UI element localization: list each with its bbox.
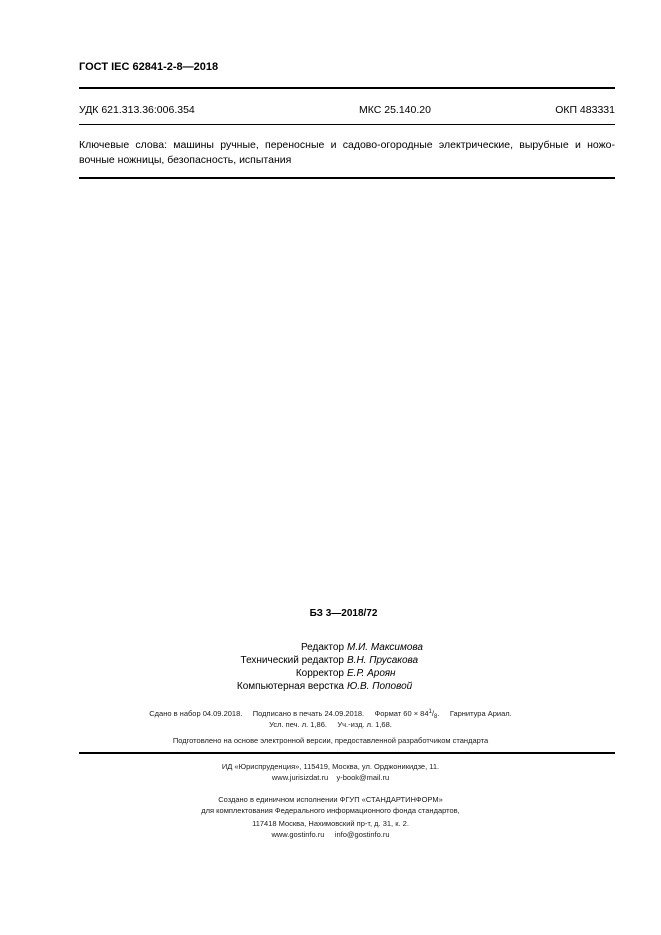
footer-rule bbox=[79, 752, 615, 754]
credit-label: Корректор bbox=[295, 668, 344, 679]
imprint-publ-sheets: Уч.-изд. л. 1,68. bbox=[337, 720, 392, 729]
credit-layout bbox=[0, 680, 661, 693]
keywords-line-2: вочные ножницы, безопасность, испытания bbox=[79, 154, 292, 166]
bz-number: БЗ 3—2018/72 bbox=[309, 608, 378, 619]
keywords-line-1: Ключевые слова: машины ручные, переносные и садово-огородные электрические, вырубные и ножо- bbox=[79, 139, 615, 151]
credit-label: Редактор bbox=[300, 642, 344, 653]
imprint-line-1 bbox=[0, 709, 661, 720]
keywords-rule bbox=[79, 177, 615, 179]
format-suffix: . bbox=[437, 709, 440, 718]
format-slash: / bbox=[431, 709, 434, 718]
credits-block bbox=[0, 641, 661, 693]
publisher-line-2 bbox=[0, 773, 661, 782]
producer-line-2: для комплектования Федерального информационного фонда стандартов, bbox=[201, 806, 460, 815]
credit-editor bbox=[0, 641, 661, 654]
imprint-print-sheets: Усл. печ. л. 1,86. bbox=[269, 720, 327, 729]
imprint-signed: Подписано в печать 24.09.2018. bbox=[252, 709, 365, 718]
standard-id: ГОСТ IEC 62841-2-8—2018 bbox=[79, 61, 219, 73]
imprint-typeface: Гарнитура Ариал. bbox=[449, 709, 512, 718]
credit-name: Е.Р. Ароян bbox=[347, 668, 396, 679]
credit-name: Ю.В. Поповой bbox=[347, 681, 413, 692]
credit-label: Компьютерная верстка bbox=[236, 681, 344, 692]
format-den: 8 bbox=[433, 714, 438, 720]
credit-tech-editor bbox=[0, 654, 661, 667]
producer-email: info@gostinfo.ru bbox=[334, 830, 390, 839]
publisher-site: www.jurisizdat.ru bbox=[271, 773, 329, 782]
okp-code: ОКП 483331 bbox=[555, 104, 615, 116]
producer-line-1: Создано в единичном исполнении ФГУП «СТАНДАРТИНФОРМ» bbox=[218, 795, 443, 804]
producer-line-3: 117418 Москва, Нахимовский пр-т, д. 31, к. 2. bbox=[252, 819, 409, 828]
producer-site: www.gostinfo.ru bbox=[271, 830, 325, 839]
prepared-note: Подготовлено на основе электронной версии, предоставленной разработчиком стандарта bbox=[172, 736, 489, 745]
header-rule bbox=[79, 87, 615, 89]
producer-line-4 bbox=[0, 830, 661, 839]
credit-label: Технический редактор bbox=[240, 655, 344, 666]
publisher-line-1: ИД «Юриспруденция», 115419, Москва, ул. Орджоникидзе, 11. bbox=[221, 762, 440, 771]
classification-row bbox=[79, 104, 615, 116]
credit-name: В.Н. Прусакова bbox=[347, 655, 419, 666]
mks-code: МКС 25.140.20 bbox=[359, 104, 431, 116]
credit-corrector bbox=[0, 667, 661, 680]
format-prefix: Формат 60 × 84 bbox=[374, 709, 429, 718]
imprint-line-2 bbox=[0, 720, 661, 729]
imprint-format bbox=[375, 709, 440, 718]
credit-name: М.И. Максимова bbox=[347, 642, 423, 653]
udk-code: УДК 621.313.36:006.354 bbox=[79, 104, 195, 116]
classification-rule bbox=[79, 124, 615, 125]
format-num: 1 bbox=[428, 709, 432, 715]
publisher-email: y-book@mail.ru bbox=[336, 773, 390, 782]
imprint-submitted: Сдано в набор 04.09.2018. bbox=[149, 709, 243, 718]
keywords-block bbox=[79, 138, 615, 168]
